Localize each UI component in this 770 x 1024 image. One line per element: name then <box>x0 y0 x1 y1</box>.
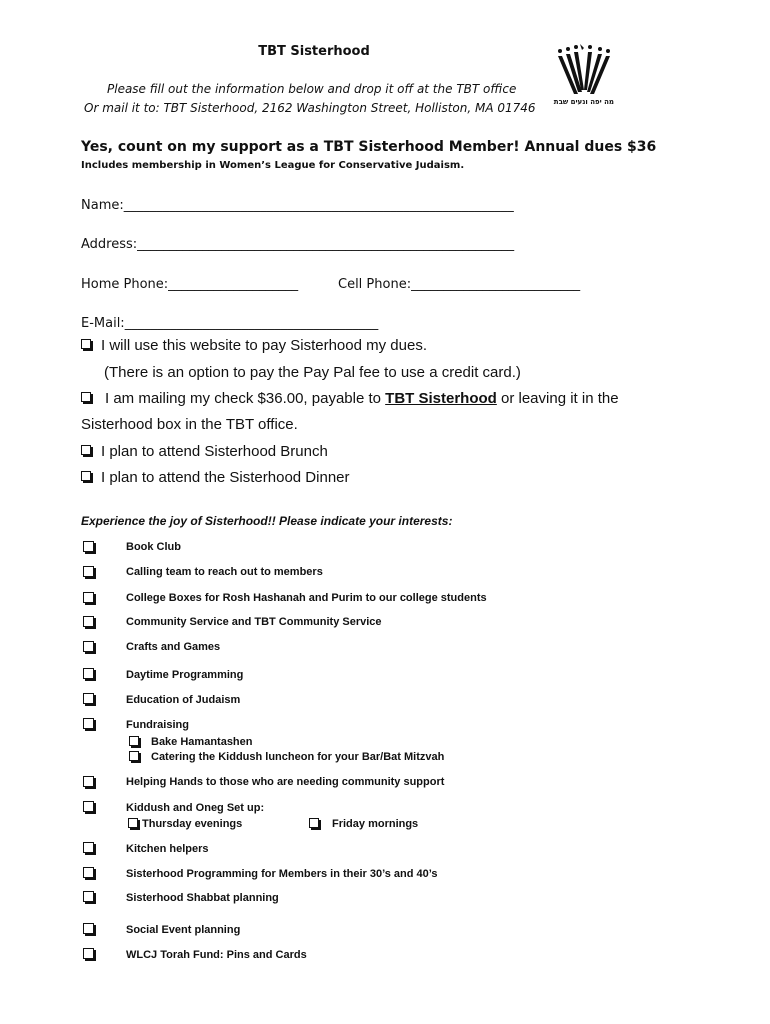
crafts-games-label: Crafts and Games <box>126 641 221 653</box>
page-title: TBT Sisterhood <box>258 44 370 59</box>
interests-heading: Experience the joy of Sisterhood!! Please indicate your interests: <box>81 514 453 528</box>
kiddush-oneg-checkbox[interactable] <box>83 801 94 812</box>
instruction-line-1: Please fill out the information below and drop it off at the TBT office <box>107 82 517 96</box>
catering-label: Catering the Kiddush luncheon for your Bar/Bat Mitzvah <box>151 751 445 763</box>
social-event-label: Social Event planning <box>126 924 241 936</box>
checkbox-icon[interactable] <box>81 445 91 455</box>
home-phone-field[interactable]: Home Phone:____________________ <box>81 277 299 292</box>
social-event-checkbox[interactable] <box>83 923 94 934</box>
friday-label: Friday mornings <box>332 818 419 830</box>
daytime-checkbox[interactable] <box>83 668 94 679</box>
torah-fund-checkbox[interactable] <box>83 948 94 959</box>
community-service-label: Community Service and TBT Community Service <box>126 616 382 628</box>
check-payee: TBT Sisterhood <box>385 390 497 407</box>
address-field[interactable]: Address:__________________________________________________________ <box>81 237 515 252</box>
instruction-line-2: Or mail it to: TBT Sisterhood, 2162 Washington Street, Holliston, MA 01746 <box>84 101 536 115</box>
bake-checkbox[interactable] <box>129 736 139 746</box>
fundraising-checkbox[interactable] <box>83 718 94 729</box>
paypal-note: (There is an option to pay the Pay Pal fee to use a credit card.) <box>104 364 521 381</box>
logo-hebrew-text: מה יפה ונעים שבת <box>553 98 614 106</box>
daytime-label: Daytime Programming <box>126 669 244 681</box>
education-checkbox[interactable] <box>83 693 94 704</box>
check-option-prefix: I am mailing my check $36.00, payable to <box>105 390 386 407</box>
check-option[interactable] <box>81 390 619 407</box>
education-label: Education of Judaism <box>126 694 241 706</box>
name-field[interactable]: Name:____________________________________________________________ <box>81 198 514 213</box>
torah-fund-label: WLCJ Torah Fund: Pins and Cards <box>126 949 307 961</box>
programming-30s40s-checkbox[interactable] <box>83 867 94 878</box>
thursday-checkbox[interactable] <box>128 818 138 828</box>
community-service-checkbox[interactable] <box>83 616 94 627</box>
helping-hands-label: Helping Hands to those who are needing community support <box>126 776 445 788</box>
college-boxes-checkbox[interactable] <box>83 592 94 603</box>
catering-checkbox[interactable] <box>129 751 139 761</box>
college-boxes-label: College Boxes for Rosh Hashanah and Purim to our college students <box>126 592 487 604</box>
check-option-suffix: or leaving it in the <box>496 390 619 407</box>
fundraising-label: Fundraising <box>126 719 189 731</box>
brunch-option[interactable] <box>81 443 328 460</box>
shabbat-checkbox[interactable] <box>83 891 94 902</box>
cell-phone-field[interactable]: Cell Phone:__________________________ <box>338 277 581 292</box>
website-option-label: I will use this website to pay Sisterhood my dues. <box>101 337 427 354</box>
checkbox-icon[interactable] <box>81 392 91 402</box>
helping-hands-checkbox[interactable] <box>83 776 94 787</box>
checkbox-icon[interactable] <box>81 471 91 481</box>
tbt-logo <box>552 44 616 111</box>
membership-includes-text: Includes membership in Women’s League for Conservative Judaism. <box>81 160 465 171</box>
friday-checkbox[interactable] <box>309 818 319 828</box>
website-option[interactable] <box>81 337 427 354</box>
check-option-line2: Sisterhood box in the TBT office. <box>81 416 298 433</box>
membership-support-text: Yes, count on my support as a TBT Sisterhood Member! Annual dues $36 <box>81 139 657 155</box>
dinner-option-label: I plan to attend the Sisterhood Dinner <box>101 469 350 486</box>
kitchen-checkbox[interactable] <box>83 842 94 853</box>
email-field[interactable]: E-Mail:_______________________________________ <box>81 316 379 331</box>
crafts-games-checkbox[interactable] <box>83 641 94 652</box>
dinner-option[interactable] <box>81 469 350 486</box>
bake-label: Bake Hamantashen <box>151 736 253 748</box>
thursday-label: Thursday evenings <box>142 818 243 830</box>
brunch-option-label: I plan to attend Sisterhood Brunch <box>101 443 328 460</box>
book-club-label: Book Club <box>126 541 181 553</box>
calling-team-checkbox[interactable] <box>83 566 94 577</box>
book-club-checkbox[interactable] <box>83 541 94 552</box>
calling-team-label: Calling team to reach out to members <box>126 566 323 578</box>
kiddush-oneg-label: Kiddush and Oneg Set up: <box>126 802 265 814</box>
programming-30s40s-label: Sisterhood Programming for Members in their 30’s and 40’s <box>126 868 438 880</box>
kitchen-label: Kitchen helpers <box>126 843 209 855</box>
checkbox-icon[interactable] <box>81 339 91 349</box>
shabbat-label: Sisterhood Shabbat planning <box>126 892 279 904</box>
